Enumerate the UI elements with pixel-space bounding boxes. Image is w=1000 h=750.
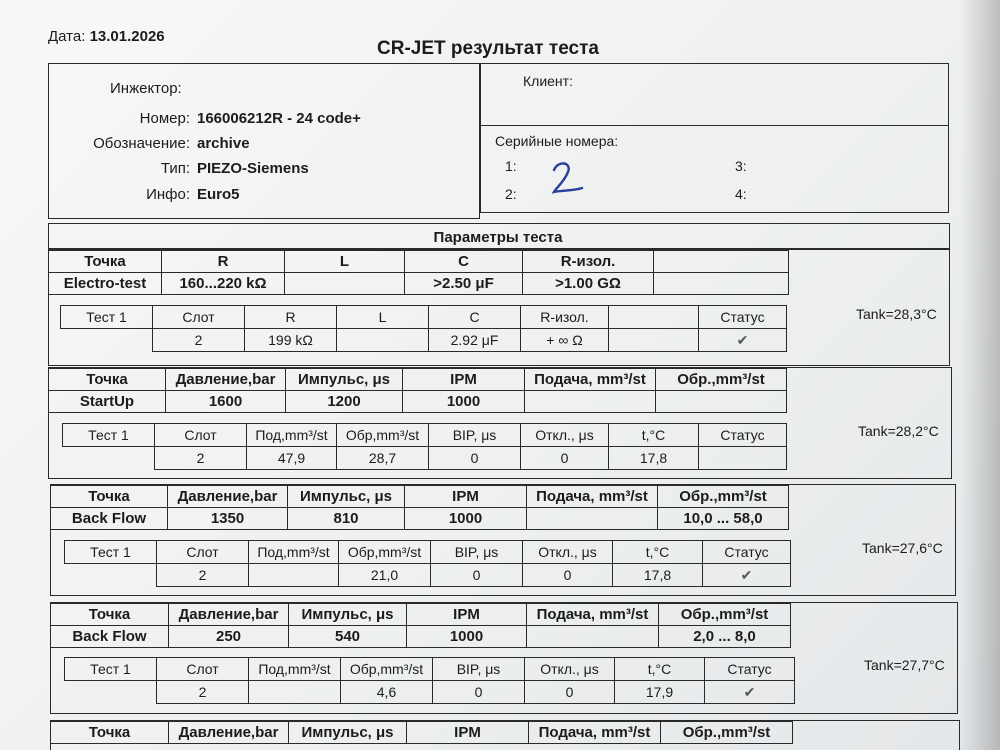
point-result-header-cell: Слот — [155, 424, 247, 447]
electro-value-cell: 160...220 kΩ — [162, 273, 285, 295]
point-value-cell: 1600 — [166, 391, 286, 413]
point-result-header-row — [63, 424, 787, 447]
number-value: 166006212R - 24 code+ — [197, 110, 361, 127]
point-result-table — [62, 423, 787, 470]
point-result-cell: 0 — [431, 564, 523, 587]
electro-result-header-cell: Слот — [153, 306, 245, 329]
electro-result-cell: 2.92 μF — [429, 329, 521, 352]
point-value-cell: 540 — [289, 626, 407, 648]
point-result-header-cell: Тест 1 — [65, 541, 157, 564]
designation-value: archive — [197, 135, 250, 152]
report-title: CR-JET результат теста — [377, 38, 599, 59]
electro-result-header-cell: L — [337, 306, 429, 329]
point-value-cell: 1350 — [168, 508, 288, 530]
point-result-header-cell: t,°C — [615, 658, 705, 681]
point-result-header-cell: Статус — [705, 658, 795, 681]
electro-result-row — [61, 329, 787, 352]
info-label: Инфо: — [146, 186, 190, 203]
number-label: Номер: — [139, 110, 190, 127]
point-result-header-cell: Статус — [699, 424, 787, 447]
point-header-cell: Обр.,mm³/st — [661, 722, 793, 744]
point-result-cell: 17,9 — [615, 681, 705, 704]
point-header-cell: Подача, mm³/st — [527, 604, 659, 626]
point-value-cell: 1200 — [286, 391, 403, 413]
point-result-cell: 21,0 — [339, 564, 431, 587]
point-header-cell: Обр.,mm³/st — [659, 604, 791, 626]
point-result-header-row — [65, 541, 791, 564]
point-result-header-cell: Обр,mm³/st — [339, 541, 431, 564]
point-result-cell — [65, 564, 157, 587]
point-header-cell: Подача, mm³/st — [527, 486, 658, 508]
point-header-row — [51, 486, 789, 508]
electro-result-cell — [337, 329, 429, 352]
electro-header-cell: C — [405, 251, 523, 273]
date-label: Дата: — [48, 28, 86, 45]
point-header-cell: IPM — [405, 486, 527, 508]
point-result-cell — [65, 681, 157, 704]
point-result-header-cell: Откл., μs — [521, 424, 609, 447]
point-header-cell: IPM — [407, 722, 529, 744]
point-result-header-cell: Слот — [157, 658, 249, 681]
point-value-row — [51, 626, 791, 648]
electro-value-cell: Electro-test — [49, 273, 162, 295]
point-result-cell — [249, 681, 341, 704]
point-result-header-cell: BIP, μs — [433, 658, 525, 681]
point-value-cell: 1000 — [405, 508, 527, 530]
point-value-cell — [527, 626, 659, 648]
serial-1-label: 1: — [505, 158, 517, 174]
point-value-cell: 1000 — [403, 391, 525, 413]
point-header-cell: Обр.,mm³/st — [658, 486, 789, 508]
tank-temperature: Tank=27,7°C — [864, 657, 945, 673]
tank-temperature: Tank=28,3°C — [856, 306, 937, 322]
point-result-cell: 0 — [521, 447, 609, 470]
date-line — [48, 28, 165, 45]
electro-result-header-cell: R — [245, 306, 337, 329]
point-value-cell: 810 — [288, 508, 405, 530]
params-title: Параметры теста — [433, 229, 563, 246]
injector-section-label: Инжектор: — [110, 80, 182, 97]
point-header-cell: Давление,bar — [168, 486, 288, 508]
point-value-cell — [525, 391, 656, 413]
electro-result-cell — [609, 329, 699, 352]
info-value: Euro5 — [197, 186, 240, 203]
point-header-cell: Импульс, μs — [286, 369, 403, 391]
electro-result-header-cell: Тест 1 — [61, 306, 153, 329]
serials-label: Серийные номера: — [495, 133, 619, 149]
point-value-row — [51, 508, 789, 530]
status-check-icon: ✔ — [705, 681, 795, 704]
point-result-cell: 0 — [525, 681, 615, 704]
point-result-cell: 47,9 — [247, 447, 337, 470]
point-header-cell: Подача, mm³/st — [529, 722, 661, 744]
point-result-row — [63, 447, 787, 470]
point-result-cell: 2 — [155, 447, 247, 470]
point-header-row — [51, 722, 793, 744]
point-result-cell — [249, 564, 339, 587]
point-value-cell: Back Flow — [51, 626, 169, 648]
point-result-header-cell: Слот — [157, 541, 249, 564]
electro-value-cell: >1.00 GΩ — [523, 273, 654, 295]
point-table — [50, 603, 791, 648]
point-header-cell: Подача, mm³/st — [525, 369, 656, 391]
point-header-cell: Точка — [51, 604, 169, 626]
electro-result-header-cell: Статус — [699, 306, 787, 329]
point-result-cell: 0 — [429, 447, 521, 470]
point-result-cell: 28,7 — [337, 447, 429, 470]
point-value-cell: 1000 — [407, 626, 527, 648]
point-result-table — [64, 657, 795, 704]
client-divider — [481, 125, 948, 126]
electro-result-cell: 2 — [153, 329, 245, 352]
electro-header-cell: Точка — [49, 251, 162, 273]
point-value-row — [49, 391, 787, 413]
electro-header-cell: R-изол. — [523, 251, 654, 273]
point-result-header-cell: Под,mm³/st — [249, 541, 339, 564]
point-result-header-cell: Откл., μs — [523, 541, 613, 564]
point-value-cell: StartUp — [49, 391, 166, 413]
serial-2-label: 2: — [505, 186, 517, 202]
electro-value-cell: >2.50 μF — [405, 273, 523, 295]
electro-result-cell: + ∞ Ω — [521, 329, 609, 352]
electro-header-cell — [654, 251, 789, 273]
point-value-cell: 10,0 ... 58,0 — [658, 508, 789, 530]
electro-result-header-row — [61, 306, 787, 329]
electro-value-cell — [654, 273, 789, 295]
point-result-header-cell: Тест 1 — [65, 658, 157, 681]
handwritten-mark-icon — [548, 158, 588, 198]
electro-result-table — [60, 305, 787, 352]
point-header-cell: Точка — [49, 369, 166, 391]
point-result-cell: 0 — [433, 681, 525, 704]
electro-result-header-cell: C — [429, 306, 521, 329]
point-result-table — [64, 540, 791, 587]
status-check-icon: ✔ — [699, 329, 787, 352]
point-result-header-cell: BIP, μs — [429, 424, 521, 447]
point-result-header-cell: Под,mm³/st — [249, 658, 341, 681]
point-header-row — [51, 604, 791, 626]
client-label: Клиент: — [523, 73, 573, 89]
point-result-cell: 2 — [157, 681, 249, 704]
electro-table — [48, 250, 789, 295]
status-check-icon: ✔ — [703, 564, 791, 587]
type-value: PIEZO-Siemens — [197, 160, 309, 177]
electro-result-cell — [61, 329, 153, 352]
point-value-cell: Back Flow — [51, 508, 168, 530]
electro-result-cell: 199 kΩ — [245, 329, 337, 352]
point-header-cell: Давление,bar — [166, 369, 286, 391]
point-result-header-cell: BIP, μs — [431, 541, 523, 564]
type-label: Тип: — [160, 160, 190, 177]
date-value: 13.01.2026 — [89, 28, 165, 45]
electro-header-row — [49, 251, 789, 273]
electro-result-header-cell: R-изол. — [521, 306, 609, 329]
point-header-cell: Импульс, μs — [289, 604, 407, 626]
point-result-row — [65, 564, 791, 587]
point-status-cell — [699, 447, 787, 470]
point-result-row — [65, 681, 795, 704]
electro-header-cell: L — [285, 251, 405, 273]
point-result-cell: 2 — [157, 564, 249, 587]
point-result-cell: 17,8 — [613, 564, 703, 587]
serial-4-label: 4: — [735, 186, 747, 202]
point-header-row — [49, 369, 787, 391]
point-header-cell: Импульс, μs — [289, 722, 407, 744]
point-result-header-cell: t,°C — [609, 424, 699, 447]
electro-result-header-cell — [609, 306, 699, 329]
point-result-cell — [63, 447, 155, 470]
point-header-cell: Точка — [51, 722, 169, 744]
point-value-cell: 2,0 ... 8,0 — [659, 626, 791, 648]
point-header-cell: IPM — [403, 369, 525, 391]
point-result-header-cell: Обр,mm³/st — [341, 658, 433, 681]
point-result-header-cell: Тест 1 — [63, 424, 155, 447]
point-table — [50, 485, 789, 530]
point-value-cell: 250 — [169, 626, 289, 648]
point-result-header-cell: Статус — [703, 541, 791, 564]
tank-temperature: Tank=28,2°C — [858, 423, 939, 439]
point-result-header-cell: t,°C — [613, 541, 703, 564]
point-header-cell: Импульс, μs — [288, 486, 405, 508]
designation-label: Обозначение: — [93, 135, 190, 152]
point-table — [48, 368, 787, 413]
point-result-cell: 17,8 — [609, 447, 699, 470]
point-result-header-row — [65, 658, 795, 681]
point-header-cell: IPM — [407, 604, 527, 626]
tank-temperature: Tank=27,6°C — [862, 540, 943, 556]
point-value-cell — [527, 508, 658, 530]
point-header-cell: Точка — [51, 486, 168, 508]
point-table — [50, 721, 793, 744]
point-result-cell: 4,6 — [341, 681, 433, 704]
point-result-header-cell: Обр,mm³/st — [337, 424, 429, 447]
electro-header-cell: R — [162, 251, 285, 273]
serial-3-label: 3: — [735, 158, 747, 174]
point-value-cell — [656, 391, 787, 413]
point-result-header-cell: Откл., μs — [525, 658, 615, 681]
point-header-cell: Давление,bar — [169, 722, 289, 744]
point-header-cell: Обр.,mm³/st — [656, 369, 787, 391]
electro-value-cell — [285, 273, 405, 295]
point-result-cell: 0 — [523, 564, 613, 587]
electro-value-row — [49, 273, 789, 295]
point-header-cell: Давление,bar — [169, 604, 289, 626]
point-result-header-cell: Под,mm³/st — [247, 424, 337, 447]
